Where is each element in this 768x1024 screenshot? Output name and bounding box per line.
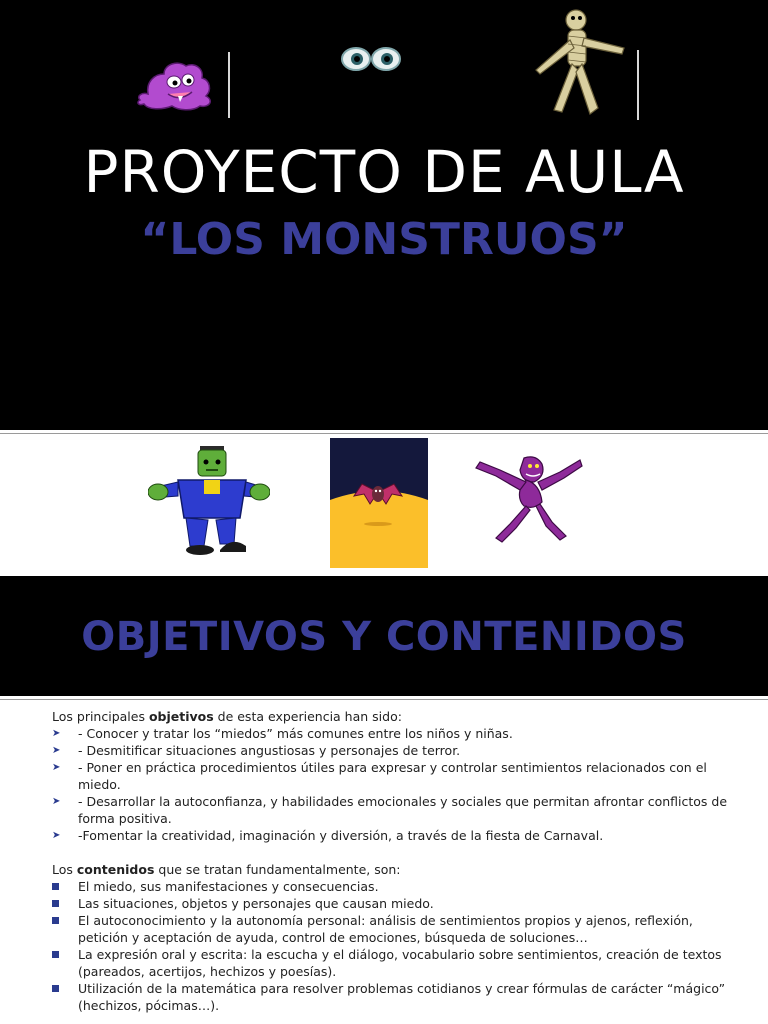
list-item [52,742,732,759]
list-item-text: El miedo, sus manifestaciones y consecuencias. [78,879,379,894]
square-bullet-icon [52,917,59,924]
slide-subtitle: “LOS MONSTRUOS” [140,214,628,265]
list-item [52,980,732,1014]
intro-text: Los principales [52,709,149,724]
intro-text: Los [52,862,77,877]
list-item-text: Utilización de la matemática para resolver problemas cotidianos y crear fórmulas de carácter “mágico” (hechizos, pócimas…). [78,981,726,1013]
bat-moon-image [330,438,428,568]
purple-creature-image [470,448,586,548]
list-item [52,759,732,793]
list-item-text: - Desmitificar situaciones angustiosas y personajes de terror. [78,743,461,758]
list-item [52,793,732,827]
list-item-text: El autoconocimiento y la autonomía personal: análisis de sentimientos propios y ajenos, reflexión, petición y aceptación de ayuda, control de emociones, búsqueda de soluciones… [78,913,693,945]
section-heading: OBJETIVOS Y CONTENIDOS [81,614,687,660]
objectives-slide [0,576,768,696]
list-item-text: - Desarrollar la autoconfianza, y habilidades emocionales y sociales que permitan afrontar conflictos de forma positiva. [78,794,728,826]
arrow-bullet-icon: ➤ [52,728,61,739]
list-item [52,912,732,946]
arrow-bullet-icon: ➤ [52,830,61,841]
intro-bold: contenidos [76,862,155,877]
monster-gallery [0,436,768,576]
contents-intro [52,861,732,878]
peeking-eyes-image [340,46,402,72]
list-item-text: - Poner en práctica procedimientos útiles para expresar y controlar sentimientos relacionados con el miedo. [78,760,707,792]
title-slide [0,0,768,430]
list-item-text: -Fomentar la creatividad, imaginación y diversión, a través de la fiesta de Carnaval. [78,828,604,843]
list-item-text: Las situaciones, objetos y personajes que causan miedo. [78,896,434,911]
page-separator-2 [0,696,768,702]
list-item-text: - Conocer y tratar los “miedos” más comunes entre los niños y niñas. [78,726,513,741]
intro-text: de esta experiencia han sido: [213,709,402,724]
arrow-bullet-icon: ➤ [52,762,61,773]
list-item [52,946,732,980]
objectives-list [52,725,732,844]
square-bullet-icon [52,951,59,958]
divider-line-right [637,50,639,120]
intro-text: que se tratan fundamentalmente, son: [154,862,401,877]
frankenstein-monster-image [148,442,270,556]
list-item [52,725,732,742]
mummy-image [528,4,632,120]
intro-bold: objetivos [148,709,214,724]
document-body [52,708,732,1014]
contents-list [52,878,732,1014]
objectives-intro [52,708,732,725]
square-bullet-icon [52,900,59,907]
purple-blob-monster-image [134,52,216,114]
divider-line-left [228,52,230,118]
list-item [52,895,732,912]
arrow-bullet-icon: ➤ [52,796,61,807]
square-bullet-icon [52,985,59,992]
square-bullet-icon [52,883,59,890]
list-item [52,827,732,844]
list-item [52,878,732,895]
list-item-text: La expresión oral y escrita: la escucha y el diálogo, vocabulario sobre sentimientos, creación de textos (pareados, acertijos, hechizos y poesías). [78,947,722,979]
arrow-bullet-icon: ➤ [52,745,61,756]
slide-title: PROYECTO DE AULA [83,138,685,206]
